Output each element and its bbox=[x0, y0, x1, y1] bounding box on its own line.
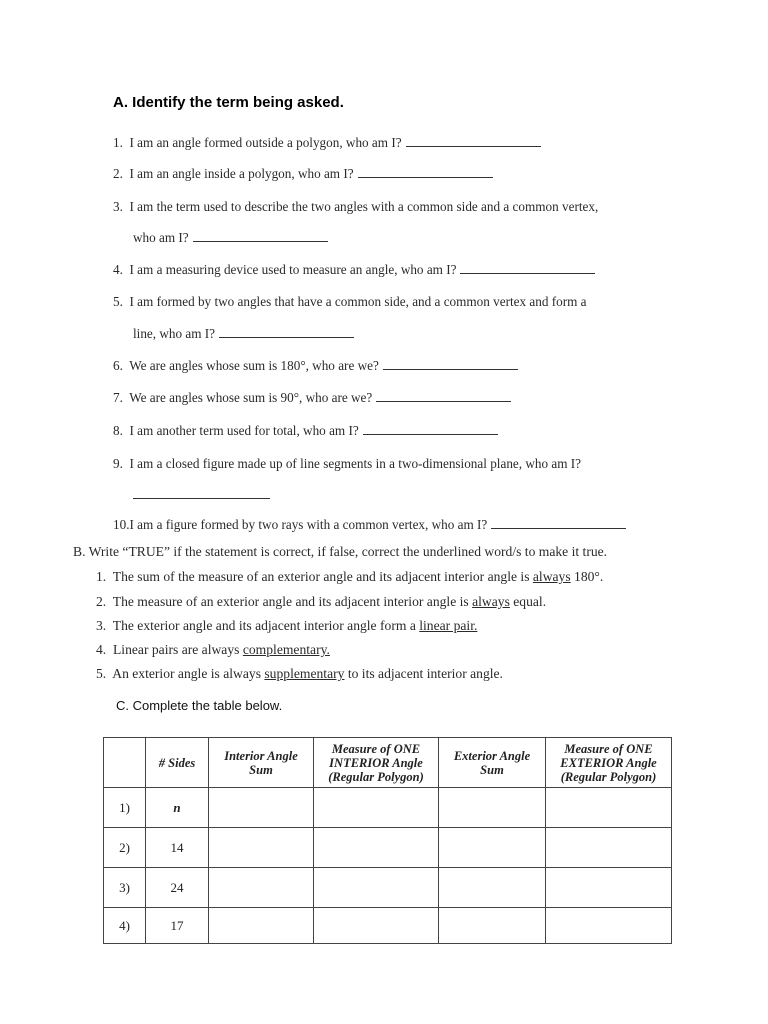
question-a9 bbox=[113, 456, 581, 472]
question-text: I am a figure formed by two rays with a common vertex, who am I? bbox=[129, 517, 488, 532]
question-a3 bbox=[113, 199, 598, 215]
answer-cell[interactable] bbox=[209, 788, 314, 828]
underlined-word: always bbox=[472, 594, 510, 609]
question-text: We are angles whose sum is 90°, who are we? bbox=[129, 390, 373, 405]
table-row bbox=[104, 868, 672, 908]
question-number: 10. bbox=[113, 517, 130, 532]
answer-blank[interactable] bbox=[219, 336, 354, 338]
answer-cell[interactable] bbox=[439, 788, 546, 828]
header-one-exterior-angle: Measure of ONE EXTERIOR Angle (Regular Polygon) bbox=[546, 738, 672, 788]
answer-blank[interactable] bbox=[460, 272, 595, 274]
question-a10 bbox=[113, 517, 626, 533]
header-cell-blank bbox=[104, 738, 146, 788]
question-a6 bbox=[113, 358, 518, 374]
answer-cell[interactable] bbox=[546, 828, 672, 868]
question-text: We are angles whose sum is 180°, who are we? bbox=[129, 358, 379, 373]
question-a8 bbox=[113, 423, 498, 439]
question-a4 bbox=[113, 262, 595, 278]
question-text: line, who am I? bbox=[133, 326, 216, 341]
statement-number: 4. bbox=[96, 642, 107, 657]
underlined-word: supplementary bbox=[264, 666, 345, 681]
answer-cell[interactable] bbox=[209, 868, 314, 908]
answer-cell[interactable] bbox=[314, 828, 439, 868]
table-row bbox=[104, 908, 672, 944]
statement-text: The measure of an exterior angle and its adjacent interior angle is bbox=[112, 594, 473, 609]
answer-cell[interactable] bbox=[439, 828, 546, 868]
statement-text: 180°. bbox=[570, 569, 604, 584]
sides-value: 14 bbox=[146, 828, 209, 868]
statement-b4 bbox=[96, 642, 330, 658]
answer-cell[interactable] bbox=[314, 908, 439, 944]
header-one-interior-angle: Measure of ONE INTERIOR Angle (Regular Polygon) bbox=[314, 738, 439, 788]
answer-cell[interactable] bbox=[546, 908, 672, 944]
answer-cell[interactable] bbox=[314, 788, 439, 828]
question-a5 bbox=[113, 294, 587, 310]
answer-cell[interactable] bbox=[209, 908, 314, 944]
answer-blank[interactable] bbox=[358, 176, 493, 178]
statement-number: 1. bbox=[96, 569, 107, 584]
answer-blank[interactable] bbox=[376, 400, 511, 402]
question-number: 4. bbox=[113, 262, 123, 277]
answer-cell[interactable] bbox=[546, 868, 672, 908]
answer-blank[interactable] bbox=[383, 368, 518, 370]
answer-blank[interactable] bbox=[193, 240, 328, 242]
question-a5-continuation bbox=[133, 326, 354, 342]
answer-blank[interactable] bbox=[491, 527, 626, 529]
question-number: 5. bbox=[113, 294, 123, 309]
sides-value: 17 bbox=[146, 908, 209, 944]
underlined-word: complementary. bbox=[242, 642, 330, 657]
answer-cell[interactable] bbox=[439, 908, 546, 944]
answer-cell[interactable] bbox=[314, 868, 439, 908]
answer-blank[interactable] bbox=[133, 498, 270, 499]
statement-text: to its adjacent interior angle. bbox=[344, 666, 503, 681]
statement-text: The exterior angle and its adjacent interior angle form a bbox=[112, 618, 420, 633]
question-a1 bbox=[113, 135, 541, 151]
question-text: I am another term used for total, who am I? bbox=[129, 423, 359, 438]
question-text: I am an angle inside a polygon, who am I? bbox=[129, 166, 354, 181]
row-label: 3) bbox=[104, 868, 146, 908]
row-label: 2) bbox=[104, 828, 146, 868]
section-c-title: C. Complete the table below. bbox=[116, 698, 283, 713]
statement-number: 5. bbox=[96, 666, 107, 681]
question-text: I am an angle formed outside a polygon, who am I? bbox=[129, 135, 402, 150]
question-number: 2. bbox=[113, 166, 123, 181]
header-exterior-angle-sum: Exterior Angle Sum bbox=[439, 738, 546, 788]
answer-cell[interactable] bbox=[546, 788, 672, 828]
table-row bbox=[104, 788, 672, 828]
statement-text: An exterior angle is always bbox=[112, 666, 265, 681]
table-row bbox=[104, 828, 672, 868]
underlined-word: always bbox=[532, 569, 571, 584]
table-header-row bbox=[104, 738, 672, 788]
row-label: 4) bbox=[104, 908, 146, 944]
question-number: 9. bbox=[113, 456, 123, 471]
answer-blank[interactable] bbox=[363, 433, 498, 435]
question-a2 bbox=[113, 166, 493, 182]
question-text: who am I? bbox=[133, 230, 189, 245]
statement-b5 bbox=[96, 666, 503, 682]
question-number: 7. bbox=[113, 390, 123, 405]
question-text: I am a closed figure made up of line segments in a two-dimensional plane, who am I? bbox=[129, 456, 582, 471]
question-number: 6. bbox=[113, 358, 123, 373]
statement-text: Linear pairs are always bbox=[113, 642, 243, 657]
answer-cell[interactable] bbox=[209, 828, 314, 868]
question-number: 8. bbox=[113, 423, 123, 438]
statement-text: equal. bbox=[509, 594, 547, 609]
answer-blank[interactable] bbox=[406, 145, 541, 147]
question-number: 3. bbox=[113, 199, 123, 214]
question-text: I am formed by two angles that have a common side, and a common vertex and form a bbox=[129, 294, 587, 309]
statement-b3 bbox=[96, 618, 477, 634]
question-number: 1. bbox=[113, 135, 123, 150]
sides-value: 24 bbox=[146, 868, 209, 908]
polygon-angle-table bbox=[103, 737, 672, 944]
answer-cell[interactable] bbox=[439, 868, 546, 908]
statement-text: The sum of the measure of an exterior angle and its adjacent interior angle is bbox=[112, 569, 533, 584]
statement-b2 bbox=[96, 594, 546, 610]
header-sides: # Sides bbox=[146, 738, 209, 788]
section-b-title: B. Write “TRUE” if the statement is correct, if false, correct the underlined word/s to make it true. bbox=[73, 544, 608, 559]
underlined-word: linear pair. bbox=[419, 618, 478, 633]
question-text: I am the term used to describe the two angles with a common side and a common vertex, bbox=[129, 199, 599, 214]
question-a3-continuation bbox=[133, 230, 328, 246]
row-label: 1) bbox=[104, 788, 146, 828]
question-text: I am a measuring device used to measure an angle, who am I? bbox=[129, 262, 457, 277]
header-interior-angle-sum: Interior Angle Sum bbox=[209, 738, 314, 788]
statement-number: 2. bbox=[96, 594, 107, 609]
statement-b1 bbox=[96, 569, 603, 585]
sides-value: n bbox=[146, 788, 209, 828]
section-a-title: A. Identify the term being asked. bbox=[113, 94, 344, 111]
question-a7 bbox=[113, 390, 511, 406]
statement-number: 3. bbox=[96, 618, 107, 633]
